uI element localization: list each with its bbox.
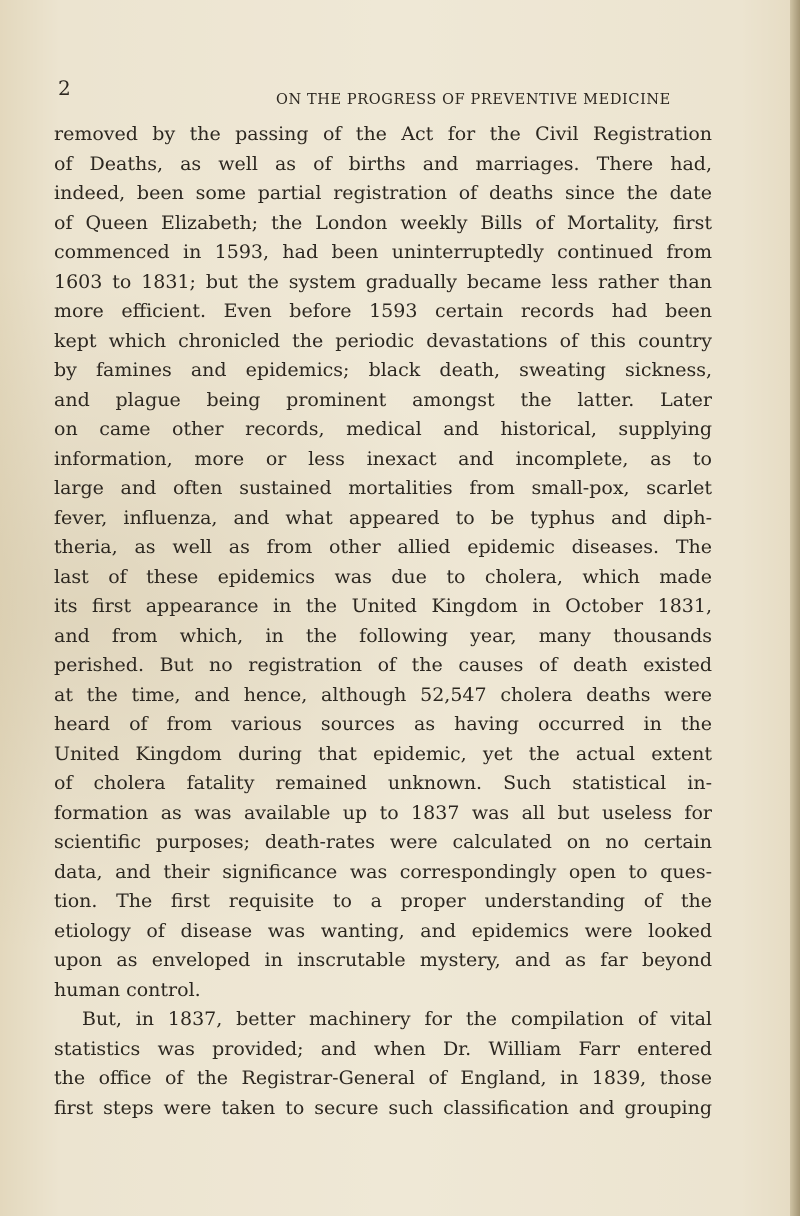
text-line: kept which chronicled the periodic devastations of this country: [54, 329, 712, 352]
page-number: 2: [58, 76, 71, 100]
text-line: its first appearance in the United Kingdom in October 1831,: [54, 595, 712, 617]
text-line: first steps were taken to secure such classification and grouping: [54, 1096, 712, 1119]
text-line: scientific purposes; death-rates were calculated on no certain: [54, 831, 712, 853]
text-line: of Queen Elizabeth; the London weekly Bills of Mortality, first: [54, 211, 712, 234]
text-line: of Deaths, as well as of births and marriages. There had,: [54, 152, 712, 175]
text-line: and from which, in the following year, many thousands: [54, 624, 712, 647]
text-line: data, and their significance was correspondingly open to ques-: [54, 860, 712, 883]
text-line: formation as was available up to 1837 was all but useless for: [54, 801, 712, 824]
text-line: fever, influenza, and what appeared to be typhus and diph-: [54, 506, 712, 529]
text-line: human control.: [54, 978, 201, 1001]
text-line: large and often sustained mortalities from small-pox, scarlet: [54, 477, 712, 499]
text-line: information, more or less inexact and incomplete, as to: [54, 447, 712, 470]
running-head: ON THE PROGRESS OF PREVENTIVE MEDICINE: [276, 92, 671, 108]
page-edge: [790, 0, 800, 1216]
text-line: indeed, been some partial registration of deaths since the date: [54, 182, 712, 204]
text-line: heard of from various sources as having occurred in the: [54, 713, 712, 735]
text-line: tion. The first requisite to a proper understanding of the: [54, 890, 712, 912]
text-line: United Kingdom during that epidemic, yet the actual extent: [54, 742, 712, 765]
text-line: statistics was provided; and when Dr. William Farr entered: [54, 1037, 712, 1060]
text-line: by famines and epidemics; black death, sweating sickness,: [54, 359, 712, 381]
page-header: [58, 76, 698, 116]
text-line: last of these epidemics was due to cholera, which made: [54, 565, 712, 588]
text-line: upon as enveloped in inscrutable mystery, and as far beyond: [54, 949, 712, 971]
body-text: [54, 120, 712, 1123]
text-line: commenced in 1593, had been uninterruptedly continued from: [54, 241, 712, 263]
text-line: of cholera fatality remained unknown. Such statistical in-: [54, 772, 712, 794]
text-line: at the time, and hence, although 52,547 cholera deaths were: [54, 683, 712, 706]
text-line: more efficient. Even before 1593 certain records had been: [54, 300, 712, 322]
text-line: 1603 to 1831; but the system gradually became less rather than: [54, 270, 712, 293]
text-line: perished. But no registration of the causes of death existed: [54, 654, 712, 676]
text-line: removed by the passing of the Act for the Civil Registration: [54, 123, 712, 145]
text-line: and plague being prominent amongst the latter. Later: [54, 388, 712, 411]
text-line: the office of the Registrar-General of England, in 1839, those: [54, 1067, 712, 1089]
text-line: theria, as well as from other allied epidemic diseases. The: [54, 536, 712, 558]
text-line: etiology of disease was wanting, and epidemics were looked: [54, 919, 712, 942]
text-line: on came other records, medical and historical, supplying: [54, 418, 712, 440]
text-line: But, in 1837, better machinery for the compilation of vital: [82, 1008, 712, 1030]
